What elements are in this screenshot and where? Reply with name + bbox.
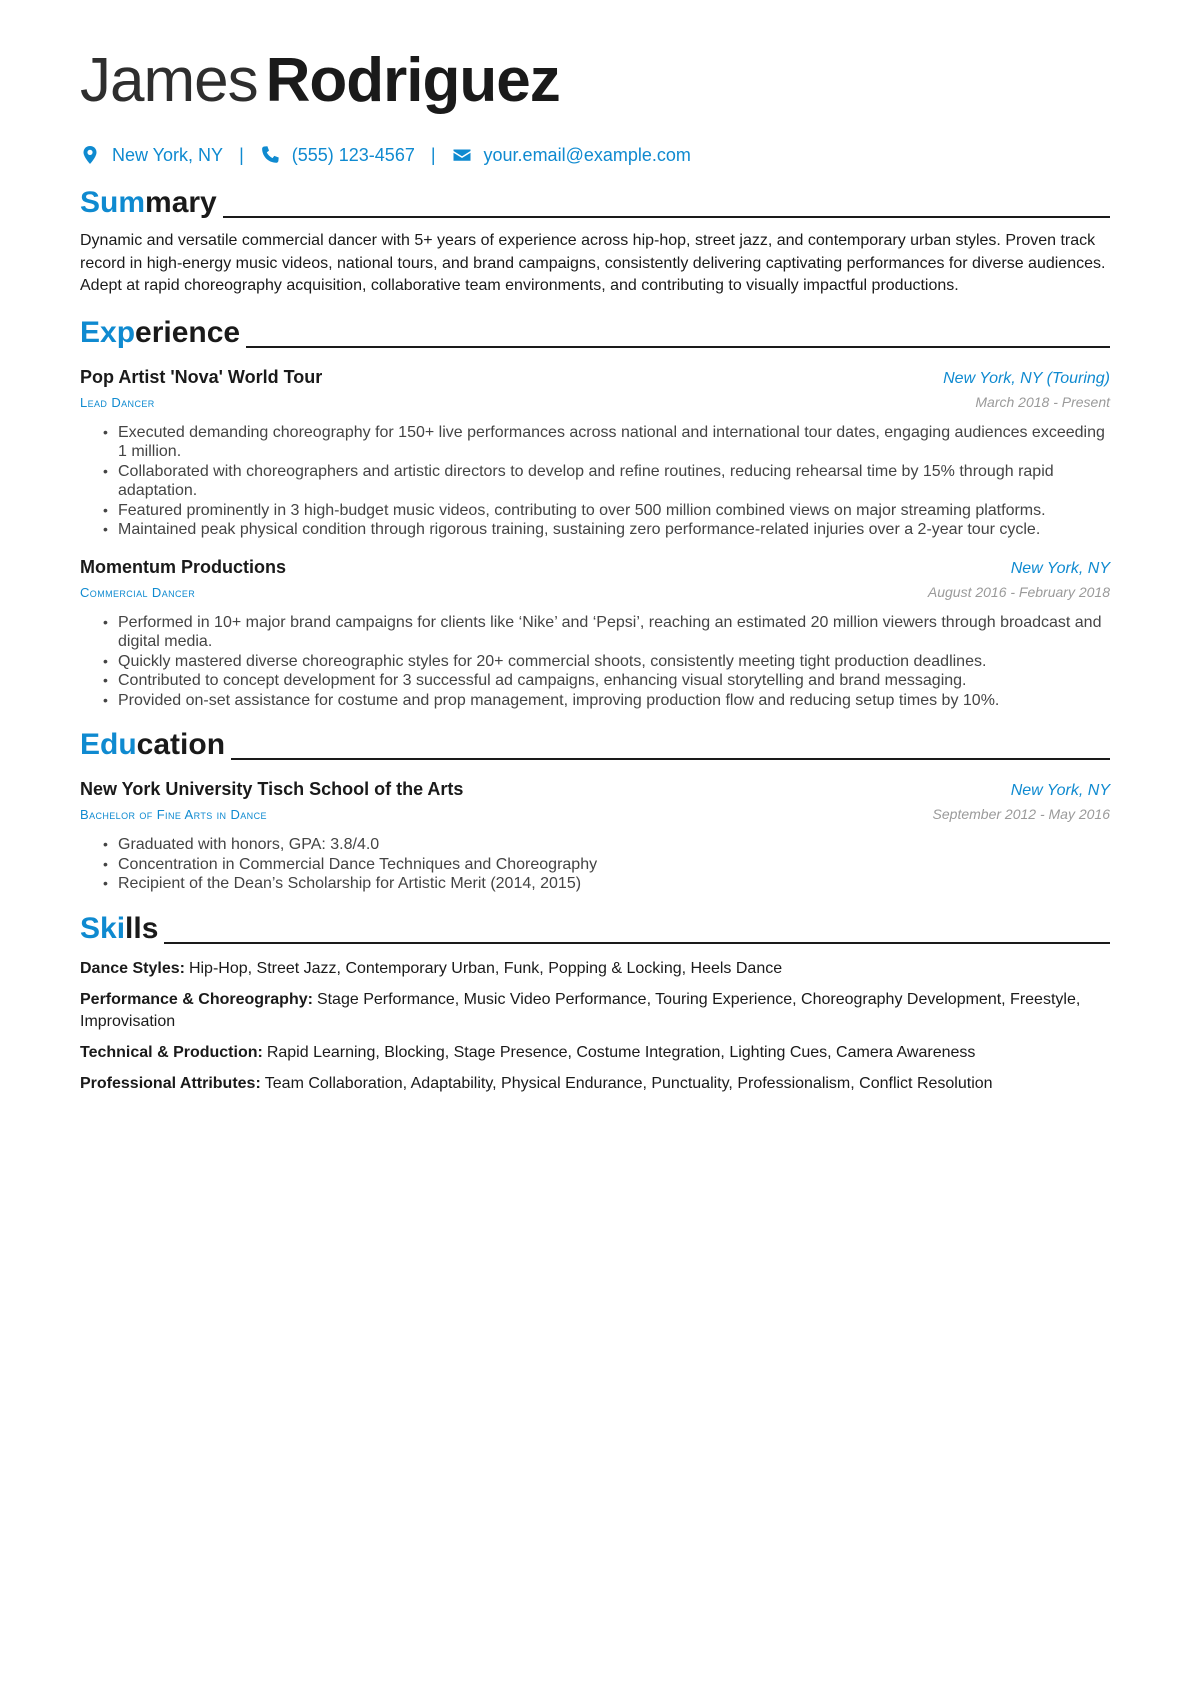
candidate-name — [80, 40, 1110, 122]
summary-text: Dynamic and versatile commercial dancer with 5+ years of experience across hip-hop, street jazz, and contemporary urban styles. Proven track record in high-energy music videos, national tours, and brand campaigns, consistently delivering captivating performances for diverse audiences. Adept at rapid choreography acquisition, collaborative team environments, and contributing to visually impactful productions. — [80, 232, 1106, 294]
skills-list — [80, 958, 1110, 1095]
section-title: Experience — [80, 315, 241, 349]
degree-title: Bachelor of Fine Arts in Dance — [80, 807, 267, 822]
contact-location — [80, 145, 223, 166]
location-text: New York, NY — [112, 144, 224, 165]
institution-name: New York University Tisch School of the Arts — [80, 779, 464, 799]
section-divider — [164, 942, 1110, 944]
section-header — [80, 726, 1110, 764]
bullet-item: • Featured prominently in 3 high-budget music videos, contributing to over 500 million combined views on major streaming platforms. — [118, 501, 1110, 521]
experience-section — [80, 314, 1110, 711]
bullet-item: • Collaborated with choreographers and artistic directors to develop and refine routines, reducing rehearsal time by 15% through rapid adaptation. — [118, 462, 1110, 501]
section-header — [80, 184, 1110, 222]
experience-entry — [80, 364, 1110, 540]
skill-row — [80, 958, 1110, 980]
skill-label: Performance & Choreography: — [80, 990, 313, 1008]
entry-location: New York, NY — [1010, 559, 1110, 577]
bullet-item: • Performed in 10+ major brand campaigns for clients like ‘Nike’ and ‘Pepsi’, reaching an estimated 20 million viewers through broadcast and digital media. — [118, 613, 1110, 652]
job-title: Lead Dancer — [80, 394, 155, 410]
organization-name: Momentum Productions — [80, 556, 286, 577]
phone-icon — [260, 145, 280, 165]
education-entry — [80, 776, 1110, 894]
bullet-item: • Provided on-set assistance for costume and prop management, improving production flow and reducing setup times by 10%. — [118, 691, 1110, 711]
section-title: Summary — [80, 186, 217, 219]
job-title: Commercial Dancer — [80, 584, 196, 600]
skill-row — [80, 1042, 1110, 1064]
map-marker-icon — [80, 145, 100, 165]
section-divider — [223, 216, 1110, 218]
section-divider — [231, 758, 1110, 760]
email-link[interactable]: your.email@example.com — [483, 144, 691, 165]
contact-separator: | — [239, 144, 244, 165]
bullet-item: • Quickly mastered diverse choreographic styles for 20+ commercial shoots, consistently meeting tight production deadlines. — [118, 652, 1110, 672]
skills-section — [80, 910, 1110, 1095]
phone-text[interactable]: (555) 123-4567 — [291, 144, 415, 165]
section-title: Education — [80, 728, 226, 761]
skill-row — [80, 1073, 1110, 1095]
section-divider — [246, 346, 1110, 348]
skill-row — [80, 989, 1110, 1033]
entry-location: New York, NY — [1010, 782, 1110, 799]
last-name: Rodriguez — [265, 46, 560, 115]
contact-email[interactable] — [452, 145, 691, 166]
skill-value: Team Collaboration, Adaptability, Physical Endurance, Punctuality, Professionalism, Conflict Resolution — [264, 1074, 993, 1092]
bullet-item: • Contributed to concept development for 3 successful ad campaigns, enhancing visual storytelling and brand messaging. — [118, 671, 1110, 691]
contact-bar — [80, 142, 1110, 168]
skill-value: Rapid Learning, Blocking, Stage Presence, Costume Integration, Lighting Cues, Camera Awareness — [266, 1043, 976, 1061]
skill-label: Technical & Production: — [80, 1043, 263, 1061]
contact-phone[interactable] — [260, 145, 415, 166]
entry-dates: September 2012 - May 2016 — [932, 806, 1110, 822]
entry-dates: March 2018 - Present — [975, 393, 1110, 410]
experience-entry — [80, 554, 1110, 711]
section-header — [80, 910, 1110, 948]
entry-dates: August 2016 - February 2018 — [927, 583, 1110, 600]
contact-separator: | — [430, 144, 436, 165]
bullet-item: • Concentration in Commercial Dance Techniques and Choreography — [118, 855, 1110, 875]
bullet-item: • Maintained peak physical condition through rigorous training, sustaining zero performance-related injuries over a 2-year tour cycle. — [118, 520, 1110, 540]
bullet-item: • Graduated with honors, GPA: 3.8/4.0 — [118, 835, 1110, 855]
bullet-list — [80, 835, 1110, 894]
section-header — [80, 314, 1110, 352]
bullet-list — [80, 613, 1110, 711]
first-name: James — [80, 46, 258, 115]
summary-section — [80, 184, 1110, 298]
organization-name: Pop Artist 'Nova' World Tour — [80, 366, 323, 387]
skill-label: Dance Styles: — [80, 959, 185, 977]
skill-label: Professional Attributes: — [80, 1074, 261, 1092]
skill-value: Hip-Hop, Street Jazz, Contemporary Urban, Funk, Popping & Locking, Heels Dance — [188, 959, 783, 977]
bullet-item: • Recipient of the Dean’s Scholarship for Artistic Merit (2014, 2015) — [118, 874, 1110, 894]
skill-value: Stage Performance, Music Video Performance, Touring Experience, Choreography Development, Freestyle, Improvisation — [80, 990, 1081, 1030]
section-title: Skills — [80, 911, 159, 945]
envelope-icon — [452, 145, 472, 165]
entry-location: New York, NY (Touring) — [943, 369, 1110, 387]
bullet-item: • Executed demanding choreography for 150+ live performances across national and international tour dates, engaging audiences exceeding 1 million. — [118, 423, 1110, 462]
bullet-list — [80, 423, 1110, 540]
education-section — [80, 726, 1110, 894]
